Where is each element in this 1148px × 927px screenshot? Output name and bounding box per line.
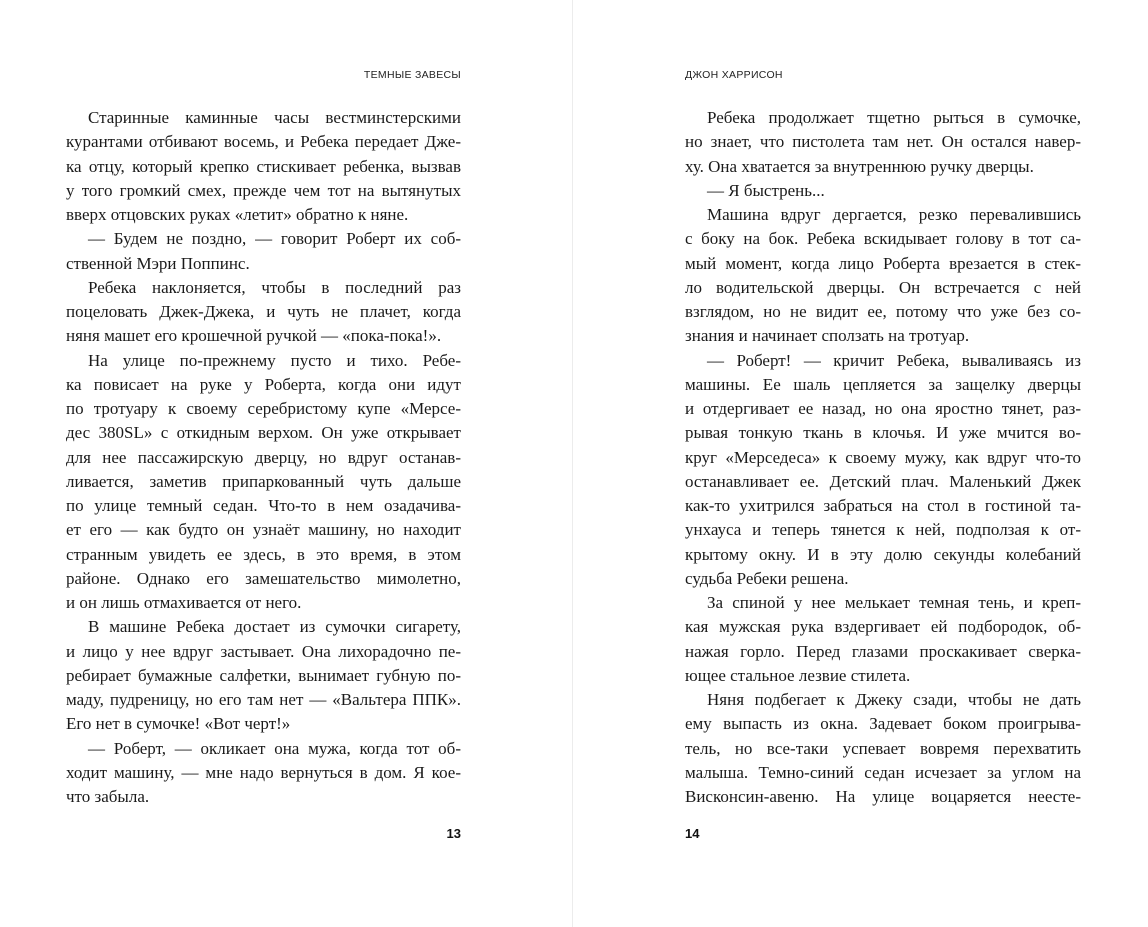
text-line: За спиной у нее мелькает темная тень, и креп- [707, 593, 1081, 612]
text-line: и отдергивает ее назад, но она яростно тянет, раз- [685, 399, 1081, 418]
text-line: малыша. Темно-синий седан исчезает за углом на [685, 762, 1081, 782]
text-line: Старинные каминные часы вестминстерскими [88, 108, 461, 127]
text-line: странным увидеть ее здесь, в это время, в этом [66, 544, 461, 564]
text-line: — Я быстрень... [707, 180, 825, 200]
text-line: вверх отцовских руках «летит» обратно к няне. [66, 205, 409, 224]
text-line: Висконсин-авеню. На улице воцаряется неесте- [685, 787, 1081, 806]
text-line: круг «Мерседеса» к своему мужу, как вдруг что-то [685, 447, 1081, 467]
text-line: маду, пудреницу, но его там нет — «Вальтера ППК». [66, 690, 461, 709]
text-line: рывая тонкую ткань в клочья. И уже мчится во- [685, 423, 1081, 443]
text-line: ственной Мэри Поппинс. [66, 253, 250, 273]
text-line: ходит машину, — мне надо вернуться в дом. Я кое- [66, 762, 461, 782]
text-line: — Будем не поздно, — говорит Роберт их соб- [88, 229, 461, 249]
text-line: Машина вдруг дергается, резко перевалившись [707, 205, 1081, 224]
text-line: — Роберт! — кричит Ребека, вываливаясь из [707, 350, 1081, 370]
page-number: 14 [685, 826, 700, 841]
text-line: и лицо у нее вдруг застывает. Она лихорадочно пе- [66, 641, 461, 661]
text-line: В машине Ребека достает из сумочки сигарету, [88, 617, 461, 637]
text-line: для нее пассажирскую дверцу, но вдруг останав- [66, 447, 461, 467]
text-line: районе. Однако его замешательство мимолетно, [66, 568, 461, 588]
text-line: Его нет в сумочке! «Вот черт!» [66, 714, 291, 734]
text-line: ливается, заметив припаркованный чуть дальше [66, 471, 461, 491]
page-body-text [66, 106, 461, 809]
text-line: по улице темный седан. Что-то в нем озадачива- [66, 496, 461, 515]
text-line: нажая горло. Перед глазами проскакивает сверка- [685, 641, 1081, 661]
text-line: по тротуару к своему серебристому купе «Мерсе- [66, 399, 461, 418]
right-page [573, 0, 1148, 927]
text-line: машины. Ее шаль цепляется за защелку дверцы [685, 374, 1081, 394]
text-line: ху. Она хватается за внутреннюю ручку дверцы. [685, 156, 1034, 176]
text-line: ющее стальное лезвие стилета. [685, 665, 911, 685]
text-line: у того громкий смех, прежде чем тот на вытянутых [66, 180, 461, 200]
text-line: ребирает бумажные салфетки, вынимает губную по- [66, 665, 461, 685]
text-line: поцеловать Джек-Джека, и чуть не плачет, когда [66, 302, 461, 321]
page-number: 13 [446, 826, 461, 841]
running-head-author: ДЖОН ХАРРИСОН [685, 69, 783, 81]
text-line: тель, но все-таки успевает вовремя перехватить [685, 738, 1081, 758]
text-line: — Роберт, — окликает она мужа, когда тот об- [88, 738, 461, 758]
text-line: ка отцу, который крепко стискивает ребенка, вызвав [66, 156, 461, 176]
text-line: Ребека наклоняется, чтобы в последний раз [88, 277, 461, 297]
text-line: На улице по-прежнему пусто и тихо. Ребе- [88, 350, 461, 370]
text-line: Ребека продолжает тщетно рыться в сумочке, [707, 108, 1081, 127]
text-line: кая мужская рука вздергивает ей подбородок, об- [685, 617, 1081, 637]
left-page [0, 0, 572, 927]
text-line: унхауса и теперь тянется к ней, подползая к от- [685, 520, 1081, 540]
text-line: но знает, что пистолета там нет. Он остался навер- [685, 132, 1081, 152]
text-line: няня машет его крошечной ручкой — «пока-пока!». [66, 326, 442, 346]
text-line: дес 380SL» с откидным верхом. Он уже открывает [66, 423, 461, 443]
text-line: судьба Ребеки решена. [685, 568, 849, 588]
text-line: Няня подбегает к Джеку сзади, чтобы не дать [707, 690, 1081, 709]
text-line: как-то ухитрился забраться на стол в гостиной та- [685, 496, 1081, 515]
text-line: ему выпасть из окна. Задевает боком проигрыва- [685, 714, 1081, 734]
page-body-text [685, 106, 1081, 809]
text-line: курантами отбивают восемь, и Ребека передает Дже- [66, 132, 461, 152]
text-line: ло водительской дверцы. Он встречается с ней [685, 277, 1081, 297]
text-line: ет его — как будто он узнаёт машину, но находит [66, 520, 461, 540]
text-line: что забыла. [66, 787, 150, 806]
text-line: знания и начинает сползать на тротуар. [685, 326, 970, 346]
text-line: крытому окну. И в эту долю секунды колебаний [685, 544, 1081, 564]
text-line: с боку на бок. Ребека вскидывает голову в тот са- [685, 229, 1081, 249]
text-line: и он лишь отмахивается от него. [66, 593, 302, 612]
text-line: останавливает ее. Детский плач. Маленький Джек [685, 471, 1081, 491]
running-head-book-title: ТЕМНЫЕ ЗАВЕСЫ [363, 69, 461, 81]
text-line: мый момент, когда лицо Роберта врезается в стек- [685, 253, 1081, 273]
text-line: взглядом, но не видит ее, потому что уже без со- [685, 302, 1081, 321]
text-line: ка повисает на руке у Роберта, когда они идут [66, 374, 461, 394]
